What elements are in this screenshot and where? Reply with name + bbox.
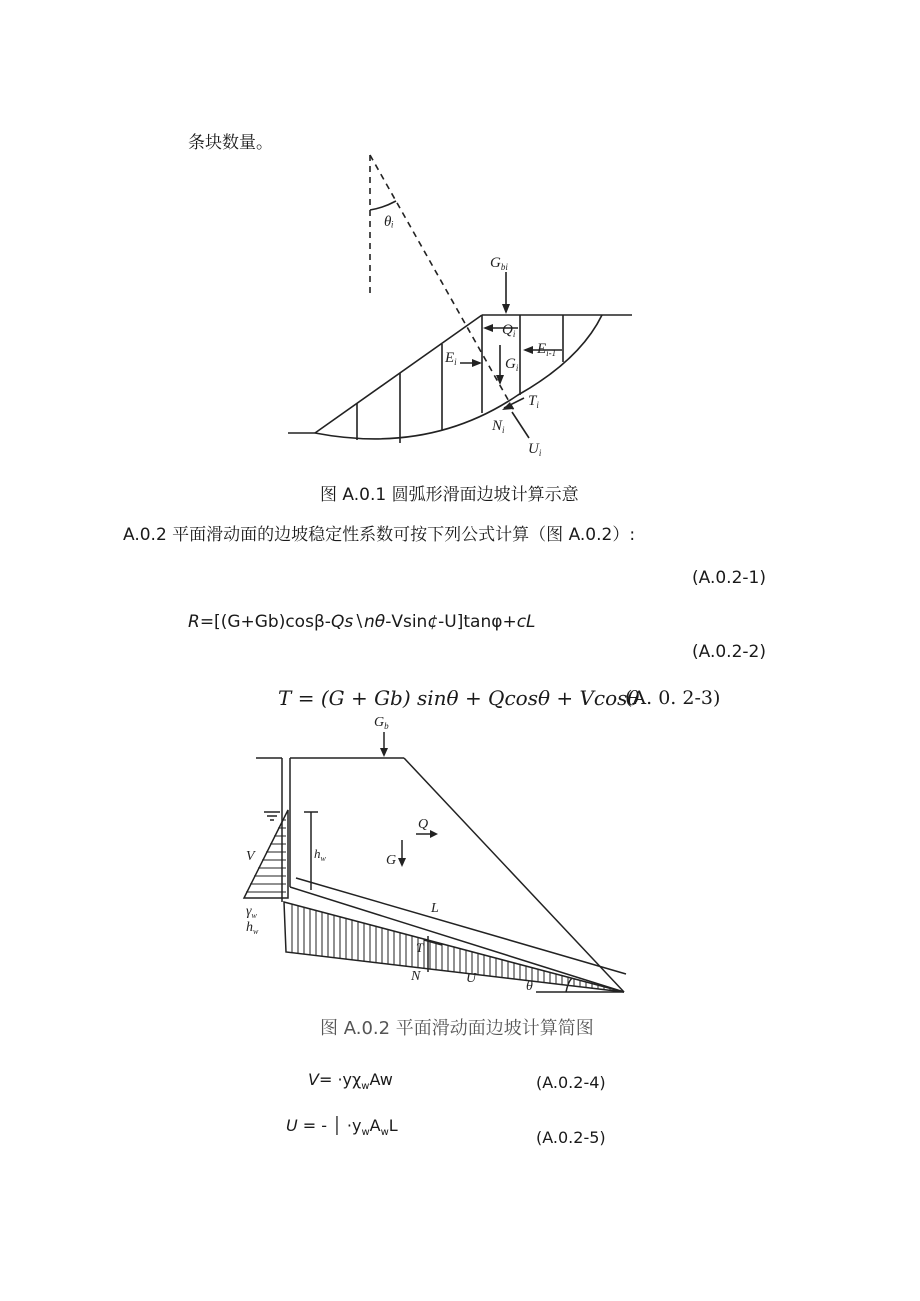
n-label: N bbox=[411, 969, 421, 984]
eq2-label: (A.0.2-2) bbox=[692, 642, 766, 662]
q-label: $Q_i$ bbox=[502, 322, 516, 339]
e-label: $E_i$ bbox=[445, 350, 457, 367]
eq4-formula: $V= \cdot y\chi_wAw$ bbox=[308, 1070, 393, 1093]
eq3-label: (A. 0. 2-3) bbox=[625, 687, 721, 709]
figure-1-circular-slip-diagram bbox=[280, 150, 640, 470]
section-heading: A.0.2 平面滑动面的边坡稳定性系数可按下列公式计算（图 A.0.2）: bbox=[123, 525, 636, 545]
q-label: Q bbox=[418, 817, 429, 832]
n-label: $N_i$ bbox=[492, 418, 505, 435]
gb-label: $G_{bi}$ bbox=[490, 255, 508, 272]
gb-label: $G_b$ bbox=[374, 715, 389, 731]
hw-label: $h_w$ bbox=[314, 846, 326, 863]
l-label: L bbox=[431, 901, 439, 916]
u-label: U bbox=[466, 971, 477, 986]
eq1-label: (A.0.2-1) bbox=[692, 568, 766, 588]
eq2-formula: R=[(G+Gb)cosβ-Qs∖nθ-Vsin¢-U]tanφ+cL bbox=[188, 612, 536, 632]
figure-2-caption: 图 A.0.2 平面滑动面边坡计算简图 bbox=[320, 1018, 594, 1039]
eq3-formula: T = (G + Gb) sinθ + Qcosθ + Vcosθ bbox=[278, 686, 640, 710]
theta-label: θᵢ bbox=[384, 214, 394, 230]
eq4-label: (A.0.2-4) bbox=[536, 1073, 606, 1092]
v-label: V bbox=[246, 849, 255, 864]
slip-surface-arc bbox=[315, 315, 602, 439]
hw2-label: $h_w$ bbox=[246, 920, 259, 936]
gamma-label: $\gamma_w$ bbox=[246, 904, 257, 920]
g-label: G bbox=[386, 853, 397, 868]
g-label: $G_i$ bbox=[505, 356, 519, 373]
figure-1-caption: 图 A.0.1 圆弧形滑面边坡计算示意 bbox=[320, 485, 579, 505]
theta-label: θ bbox=[526, 979, 533, 994]
intro-text: 条块数量。 bbox=[188, 133, 273, 153]
theta-arc bbox=[370, 201, 396, 210]
slope-face bbox=[315, 315, 482, 433]
t-label: T bbox=[416, 940, 424, 955]
e-prev-label: $E_{i-1}$ bbox=[537, 341, 557, 358]
u-label: $U_i$ bbox=[528, 441, 542, 458]
t-label: $T_i$ bbox=[528, 393, 539, 410]
eq5-label: (A.0.2-5) bbox=[536, 1128, 606, 1147]
eq5-formula: U = - │ $\cdot y_wA_wL$ bbox=[286, 1116, 398, 1139]
figure-2-planar-slip-diagram bbox=[236, 712, 636, 1002]
u-force-line bbox=[512, 412, 529, 438]
